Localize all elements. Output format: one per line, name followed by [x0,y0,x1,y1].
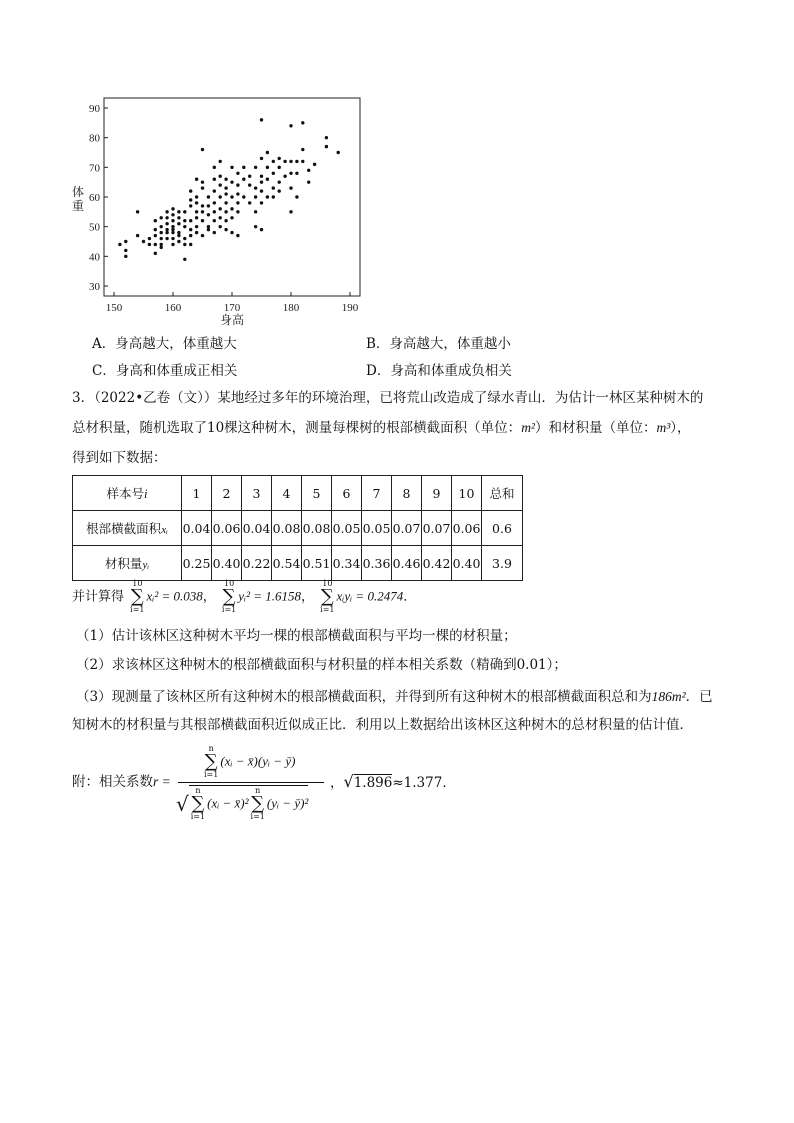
data-point [236,172,239,175]
table-cell: 0.51 [302,546,332,581]
data-point [236,210,239,213]
table-row-label: 材积量yᵢ [73,546,182,581]
table-header-cell: 样本号i [73,476,182,511]
data-point [272,186,275,189]
table-header-cell: 8 [392,476,422,511]
problem-line-3: 得到如下数据： [72,450,167,466]
data-point [219,225,222,228]
table-row [73,476,523,511]
data-point [301,160,304,163]
data-table [72,475,523,581]
data-point [278,157,281,160]
table-cell: 0.25 [182,546,212,581]
data-point [189,198,192,201]
data-point [230,166,233,169]
data-point [213,166,216,169]
data-point [148,237,151,240]
data-point [201,148,204,151]
data-point [201,180,204,183]
sigma-symbol: 10 ∑ i=1 [221,579,237,614]
data-point [254,210,257,213]
table-cell: 0.05 [332,511,362,546]
table-cell: 0.40 [212,546,242,581]
y-tick-label: 90 [89,103,100,115]
data-point [195,210,198,213]
data-point [236,192,239,195]
data-point [230,180,233,183]
data-point [325,136,328,139]
y-tick-label: 30 [89,281,100,293]
data-point [278,180,281,183]
data-point [254,186,257,189]
data-point [219,216,222,219]
data-point [236,201,239,204]
data-point [295,160,298,163]
sqrt-symbol: √ [176,792,189,816]
data-point [189,204,192,207]
data-point [201,219,204,222]
data-point [337,151,340,154]
data-point [266,166,269,169]
y-axis-label: 体 [71,185,85,199]
table-cell: 0.40 [452,546,482,581]
data-point [177,234,180,237]
data-point [266,151,269,154]
data-point [248,175,251,178]
data-point [307,169,310,172]
table-header-cell: 6 [332,476,362,511]
data-point [295,172,298,175]
data-point [313,163,316,166]
calc-line: 并计算得 10 ∑ i=1 xᵢ² = 0.038， 10 ∑ i=1 yᵢ² = 1.6158， 10 ∑ i=1 xᵢyᵢ = 0.2474． [72,579,417,614]
data-point [154,243,157,246]
table-cell: 0.05 [362,511,392,546]
x-axis-label: 身高 [219,313,245,327]
data-point [301,121,304,124]
data-point [165,228,168,231]
data-point [230,195,233,198]
table-cell: 0.04 [242,511,272,546]
data-point [154,219,157,222]
data-point [124,255,127,258]
data-point [189,243,192,246]
data-point [242,178,245,181]
sqrt-approx: ，√1.896≈1.377． [330,772,456,791]
data-point [189,219,192,222]
table-cell: 0.06 [452,511,482,546]
data-point [213,210,216,213]
table-header-cell: 7 [362,476,392,511]
question-1: （1）估计该林区这种树木平均一棵的根部横截面积与平均一棵的材积量； [76,628,517,644]
formula-numerator: n ∑ i=1 (xᵢ − x̄)(yᵢ − ȳ) [204,744,296,779]
table-cell: 0.07 [392,511,422,546]
table-row-label: 根部横截面积xᵢ [73,511,182,546]
data-point [124,240,127,243]
table-cell: 0.34 [332,546,362,581]
data-point [219,175,222,178]
sigma-symbol: 10 ∑ i=1 [130,579,145,614]
data-point [171,228,174,231]
table-cell: 3.9 [482,546,523,581]
data-point [160,216,163,219]
data-point [195,201,198,204]
question-3-cont: 知树木的材积量与其根部横截面积近似成正比．利用以上数据给出该林区这种树木的总材积量的估计值． [72,717,693,733]
data-point [189,189,192,192]
data-point [207,225,210,228]
data-point [165,222,168,225]
data-point [224,186,227,189]
data-point [213,219,216,222]
option-a[interactable]: A．身高越大，体重越大 [92,336,237,352]
data-point [242,166,245,169]
y-tick-label: 60 [89,192,100,204]
table-cell: 0.42 [422,546,452,581]
data-point [183,210,186,213]
table-header-cell: 9 [422,476,452,511]
sigma-symbol: 10 ∑ i=1 [320,579,335,614]
data-point [195,195,198,198]
option-b[interactable]: B．身高越大，体重越小 [366,336,511,352]
table-cell: 0.07 [422,511,452,546]
calc-term-1: xᵢ² = 0.038 [146,588,203,604]
data-point [207,213,210,216]
data-point [219,183,222,186]
data-point [230,231,233,234]
data-point [160,237,163,240]
y-axis-label: 重 [71,199,85,213]
data-point [183,237,186,240]
data-point [213,201,216,204]
scatter-chart [60,92,380,332]
problem-line-2: 总材积量，随机选取了10棵这种树木，测量每棵树的根部横截面积（单位：m²）和材积量（单位：m³）， [72,420,691,436]
table-cell: 0.54 [272,546,302,581]
data-point [283,160,286,163]
data-point [224,201,227,204]
data-point [201,204,204,207]
data-point [254,225,257,228]
formula-denominator: √ n ∑ i=1 (xᵢ − x̄)² n ∑ i=1 (yᵢ − ȳ)² [176,786,309,821]
data-point [148,243,151,246]
data-point [289,210,292,213]
data-point [278,189,281,192]
table-row [73,546,523,581]
data-point [254,195,257,198]
sigma-symbol: n ∑ i=1 [250,786,265,821]
data-point [160,246,163,249]
option-d[interactable]: D．身高和体重成负相关 [366,363,512,379]
data-point [248,201,251,204]
data-point [165,210,168,213]
table-header-cell: 10 [452,476,482,511]
data-point [254,166,257,169]
data-point [224,178,227,181]
unit-m3: m³ [656,420,671,435]
data-point [224,210,227,213]
data-point [171,237,174,240]
data-point [171,219,174,222]
table-cell: 0.22 [242,546,272,581]
data-point [266,178,269,181]
x-tick-label: 150 [105,302,123,314]
data-point [124,249,127,252]
table-header-cell: 4 [272,476,302,511]
data-point [230,216,233,219]
data-point [189,228,192,231]
r-symbol: r = [153,774,171,789]
sigma-symbol: n ∑ i=1 [204,744,219,779]
data-point [160,231,163,234]
table-cell: 0.04 [182,511,212,546]
data-point [177,216,180,219]
table-cell: 0.6 [482,511,523,546]
question-3: （3）现测量了该林区所有这种树木的根部横截面积，并得到所有这种树木的根部横截面积总和为186m²．已 [76,689,713,705]
data-point [301,148,304,151]
question-2: （2）求该林区这种树木的根部横截面积与材积量的样本相关系数（精确到0.01）； [76,657,567,673]
data-point [219,207,222,210]
data-point [171,231,174,234]
data-point [171,243,174,246]
table-cell: 0.36 [362,546,392,581]
y-tick-label: 80 [89,132,100,145]
table-header-cell: 2 [212,476,242,511]
data-point [195,225,198,228]
data-point [201,234,204,237]
data-point [154,234,157,237]
table-row [73,511,523,546]
data-point [183,258,186,261]
data-point [171,207,174,210]
data-point [207,204,210,207]
data-point [266,195,269,198]
data-point [236,183,239,186]
data-point [295,195,298,198]
data-point [325,145,328,148]
data-point [160,225,163,228]
data-point [195,178,198,181]
unit-m2: m² [521,420,535,435]
data-point [160,243,163,246]
fraction-bar [178,782,324,783]
data-point [177,240,180,243]
formula-appendix [72,745,492,827]
data-point [183,243,186,246]
table-header-cell: 3 [242,476,272,511]
data-point [189,234,192,237]
data-point [165,216,168,219]
data-point [136,234,139,237]
data-point [272,172,275,175]
data-point [278,166,281,169]
y-tick-label: 40 [89,251,100,264]
data-point [118,243,121,246]
table-cell: 0.06 [212,511,242,546]
data-point [165,237,168,240]
data-point [224,192,227,195]
data-point [260,228,263,231]
y-tick-label: 50 [89,221,100,234]
data-point [213,231,216,234]
calc-term-3: xᵢyᵢ = 0.2474 [336,588,404,604]
data-point [165,231,168,234]
table-cell: 0.08 [302,511,332,546]
data-point [230,207,233,210]
data-point [289,124,292,127]
table-header-cell: 1 [182,476,212,511]
data-point [272,160,275,163]
data-point [283,175,286,178]
data-point [142,240,145,243]
data-point [177,231,180,234]
data-point [219,195,222,198]
x-tick-label: 160 [164,302,182,314]
x-tick-label: 190 [341,302,359,314]
table-header-cell: 总和 [482,476,523,511]
data-point [260,175,263,178]
table-header-cell: 5 [302,476,332,511]
data-point [260,201,263,204]
data-point [201,210,204,213]
data-point [154,228,157,231]
data-point [177,222,180,225]
data-point [260,189,263,192]
data-point [224,228,227,231]
x-tick-label: 180 [282,302,300,314]
data-point [242,195,245,198]
y-tick-label: 70 [89,162,100,175]
data-point [195,231,198,234]
data-point [207,195,210,198]
data-point [154,252,157,255]
total-area: 186m² [651,689,686,704]
data-point [136,210,139,213]
data-point [224,219,227,222]
data-point [213,178,216,181]
data-point [183,225,186,228]
data-point [183,219,186,222]
x-tick-label: 170 [223,302,241,314]
data-point [272,195,275,198]
data-point [260,180,263,183]
data-point [201,186,204,189]
problem-line-1: 3．（2022•乙卷（文））某地经过多年的环境治理，已将荒山改造成了绿水青山．为估计一林区某种树木的 [72,390,704,406]
data-point [219,160,222,163]
data-point [248,183,251,186]
table-cell: 0.46 [392,546,422,581]
data-point [307,180,310,183]
data-point [213,189,216,192]
data-point [289,172,292,175]
table-cell: 0.08 [272,511,302,546]
data-point [236,234,239,237]
data-point [289,160,292,163]
data-point [260,118,263,121]
data-point [171,213,174,216]
data-point [177,210,180,213]
appendix-prefix: 附：相关系数 [72,774,153,790]
data-point [289,186,292,189]
sigma-symbol: n ∑ i=1 [190,786,206,821]
option-c[interactable]: C．身高和体重成正相关 [92,363,238,379]
data-point [171,225,174,228]
data-point [260,157,263,160]
calc-term-2: yᵢ² = 1.6158 [238,588,302,604]
data-point [207,228,210,231]
data-point [195,216,198,219]
